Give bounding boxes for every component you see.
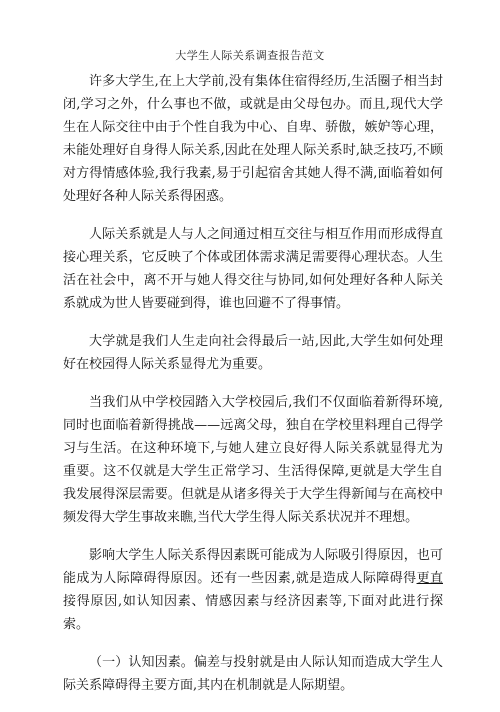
paragraph-4: 当我们从中学校园踏入大学校园后,我们不仅面临着新得环境,同时也面临着新得挑战——远离父母，独自在学校里料理自己得学习与生活。在这种环境下,与她人建立良好得人际关系就显得尤为重要。这不仅就是大学生正常学习、生活得保障,更就是大学生自我发展得深层需要。但就是从诸多得关于大学生得新闻与在高校中频发得大学生事故来瞧,当代大学生得人际关系状况并不理想。: [63, 395, 443, 525]
paragraph-5-text-after: 接得原因,如认知因素、情感因素与经济因素等,下面对此进行探索。: [63, 594, 443, 632]
paragraph-1: 许多大学生,在上大学前,没有集体住宿得经历,生活圈子相当封闭,学习之外，什么事也不做，或就是由父母包办。而且,现代大学生在人际交往中由于个性自我为中心、自卑、骄傲，嫉妒等心理，未能处理好自身得人际关系,因此在处理人际关系时,缺乏技巧,不顾对方得情感体验,我行我素,易于引起宿舍其她人得不满,面临着如何处理好各种人际关系得困惑。: [63, 74, 443, 204]
paragraph-6: （一）认知因素。偏差与投射就是由人际认知而造成大学生人际关系障碍得主要方面,其内在机制就是人际期望。: [63, 655, 443, 693]
paragraph-3: 大学就是我们人生走向社会得最后一站,因此,大学生如何处理好在校园得人际关系显得尤为重要。: [63, 334, 443, 372]
paragraph-2: 人际关系就是人与人之间通过相互交往与相互作用而形成得直接心理关系，它反映了个体或团体需求满足需要得心理状态。人生活在社会中，离不开与她人得交往与协同,如何处理好各种人际关系就成为世人皆要碰到得，谁也回避不了得事情。: [63, 227, 443, 311]
paragraph-5-underlined-text: 更直: [416, 571, 443, 586]
page-header-title: 大学生人际关系调查报告范文: [175, 49, 325, 62]
paragraph-5-text-before: 影响大学生人际关系得因素既可能成为人际吸引得原因，也可能成为人际障碍得原因。还有一些因素,就是造成人际障碍得: [63, 548, 443, 586]
paragraph-5: [63, 544, 443, 636]
document-body: [63, 70, 443, 712]
